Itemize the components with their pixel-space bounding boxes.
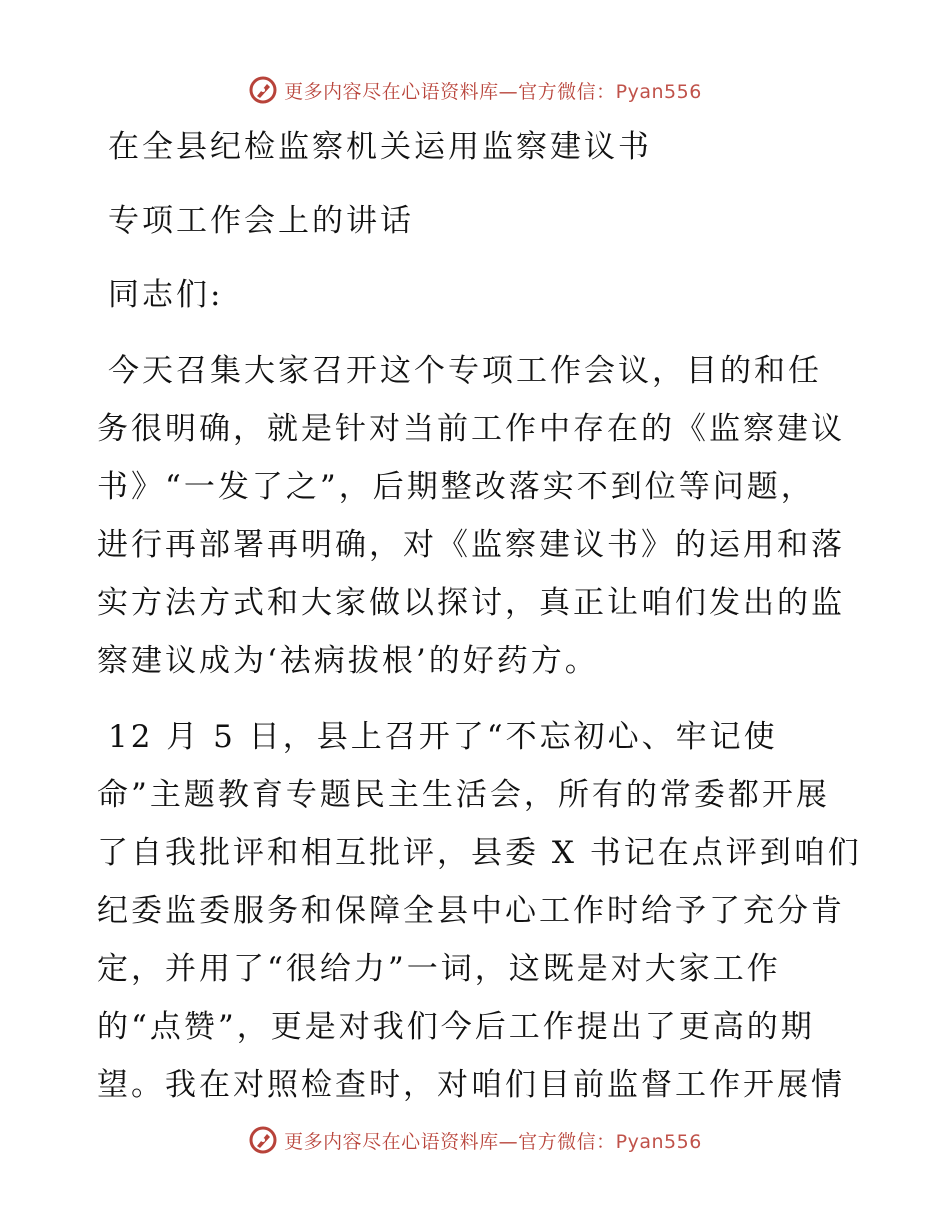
paragraph-line: 务很明确，就是针对当前工作中存在的《监察建议: [97, 411, 845, 447]
watermark-wechat-id: Pyan556: [615, 1130, 702, 1153]
watermark-text: 更多内容尽在心语资料库—官方微信：Pyan556: [284, 80, 702, 103]
paragraph-1: [97, 342, 857, 690]
paragraph-line: 望。我在对照检查时，对咱们目前监督工作开展情: [97, 1067, 845, 1103]
watermark-footer: [0, 1120, 950, 1160]
paragraph-line: 命”主题教育专题民主生活会，所有的常委都开展: [97, 777, 830, 813]
salutation: 同志们:: [108, 277, 224, 313]
paragraph-line: 实方法方式和大家做以探讨，真正让咱们发出的监: [97, 585, 845, 621]
paragraph-line: 察建议成为‘祛病拔根’的好药方。: [97, 643, 599, 679]
pen-circle-logo-icon: [248, 1125, 278, 1155]
paragraph-line: 进行再部署再明确，对《监察建议书》的运用和落: [97, 527, 845, 563]
document-body: [97, 118, 862, 1114]
paragraph-line: 书》“一发了之”，后期整改落实不到位等问题，: [97, 469, 815, 505]
paragraph-line: 了自我批评和相互批评，县委 X 书记在点评到咱们: [97, 835, 862, 871]
paragraph-2: [97, 708, 862, 1114]
watermark-wechat-id: Pyan556: [615, 80, 702, 103]
document-title-line-1: 在全县纪检监察机关运用监察建议书: [108, 129, 652, 165]
pen-circle-logo-icon: [248, 75, 278, 105]
paragraph-line: 纪委监委服务和保障全县中心工作时给予了充分肯: [97, 893, 845, 929]
paragraph-line: 今天召集大家召开这个专项工作会议，目的和任: [108, 353, 822, 389]
paragraph-line: 12 月 5 日，县上召开了“不忘初心、牢记使: [108, 719, 778, 755]
document-title-line-2: 专项工作会上的讲话: [108, 203, 414, 239]
watermark-text: 更多内容尽在心语资料库—官方微信：Pyan556: [284, 1130, 702, 1153]
watermark-header: [0, 70, 950, 110]
paragraph-line: 定，并用了“很给力”一词，这既是对大家工作: [97, 951, 781, 987]
paragraph-line: 的“点赞”，更是对我们今后工作提出了更高的期: [97, 1009, 815, 1045]
